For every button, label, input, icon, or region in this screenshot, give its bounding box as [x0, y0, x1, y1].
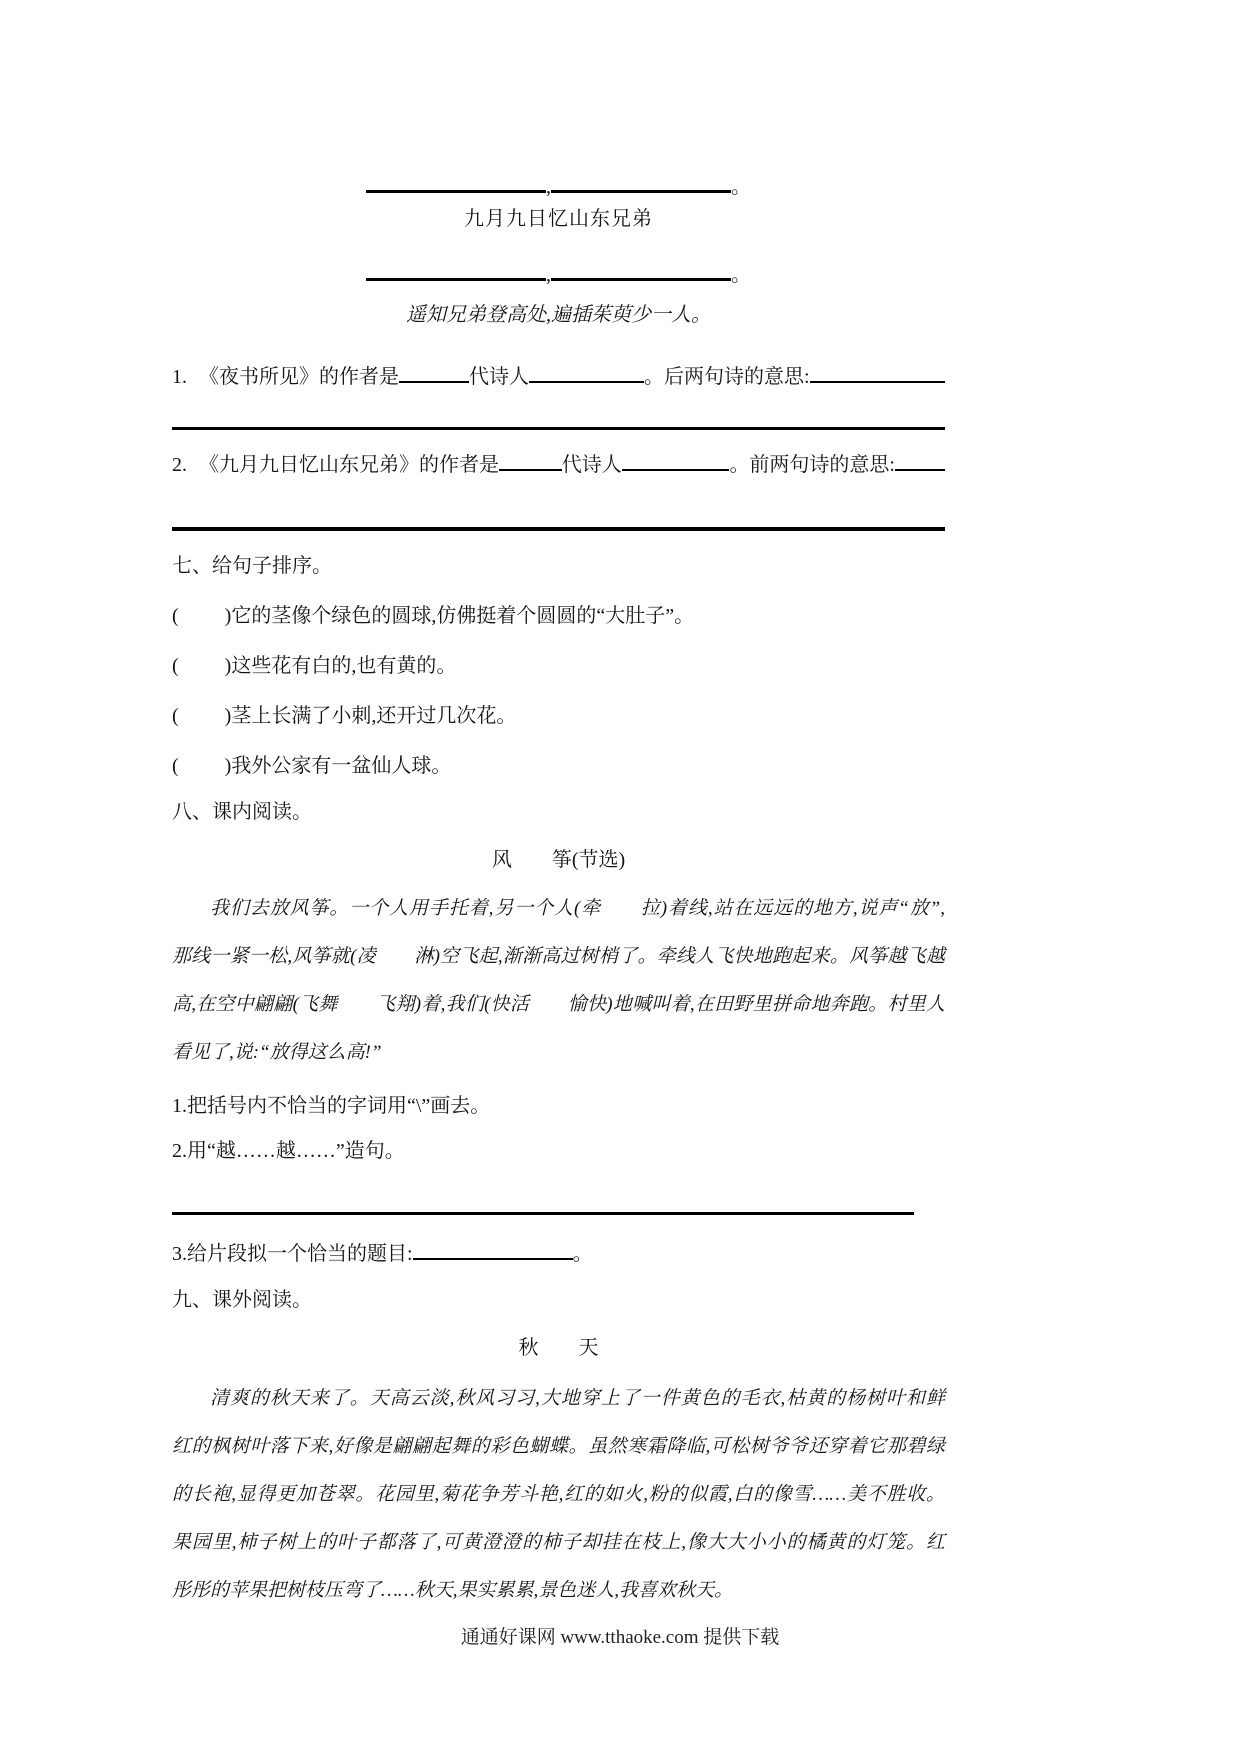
question-1-blank-dynasty	[399, 363, 469, 383]
paragraph-line: 那线一紧一松,风筝就(凌 淋)空飞起,渐渐高过树梢了。牵线人飞快地跑起来。风筝越飞越	[172, 946, 945, 967]
question-2-blank-dynasty	[499, 451, 562, 471]
answer-rule-line-2	[172, 527, 945, 531]
question-2-text-b: 代诗人	[561, 454, 622, 476]
answer-rule-line-1	[172, 427, 945, 430]
paren-open: (	[172, 705, 179, 727]
question-1-text-a: 《夜书所见》的作者是	[199, 366, 399, 388]
paren-close: )	[224, 705, 232, 727]
section-eight-header: 八、课内阅读。	[172, 801, 312, 823]
question-2-blank-meaning	[895, 451, 945, 471]
footer-watermark: 通通好课网 www.tthaoke.com 提供下载	[460, 1627, 780, 1648]
paragraph-line: 我们去放风筝。一个人用手托着,另一个人(牵 拉)着线,站在远远的地方,说声“放”,	[210, 898, 945, 919]
question-1-blank-meaning	[810, 363, 945, 383]
kite-sub-question-1: 1.把括号内不恰当的字词用“\”画去。	[172, 1095, 491, 1117]
sort-item-text: 它的茎像个绿色的圆球,仿佛挺着个圆圆的“大肚子”。	[231, 605, 695, 627]
kite-sub-question-2: 2.用“越……越……”造句。	[172, 1140, 405, 1162]
paragraph-line: 清爽的秋天来了。天高云淡,秋风习习,大地穿上了一件黄色的毛衣,枯黄的杨树叶和鲜	[210, 1388, 945, 1409]
paragraph-line: 果园里,柿子树上的叶子都落了,可黄澄澄的柿子却挂在枝上,像大大小小的橘黄的灯笼。红	[172, 1532, 945, 1553]
poem-blank-2a	[366, 261, 546, 281]
paren-close: )	[224, 605, 232, 627]
question-1-text-c: 。后两句诗的意思:	[644, 366, 810, 388]
kite-sub-question-3-period: 。	[572, 1243, 593, 1265]
question-2	[172, 448, 945, 477]
question-1	[172, 360, 945, 389]
reading-title-kite: 风 筝(节选)	[491, 849, 626, 871]
question-2-blank-poet	[622, 451, 730, 471]
question-2-number: 2.	[172, 454, 187, 476]
paren-open: (	[172, 605, 179, 627]
paren-close: )	[224, 655, 232, 677]
kite-sub-question-3	[172, 1239, 945, 1269]
paragraph-line: 看见了,说:“放得这么高!”	[172, 1042, 382, 1063]
sort-item	[172, 751, 945, 781]
answer-rule-line-3	[172, 1212, 914, 1215]
kite-sub-question-3-blank	[413, 1240, 573, 1260]
poem-blank-row-2	[172, 258, 945, 284]
question-1-text-b: 代诗人	[469, 366, 529, 388]
poem-title: 九月九日忆山东兄弟	[464, 208, 653, 230]
paren-open: (	[172, 755, 179, 777]
sort-item-text: 我外公家有一盆仙人球。	[231, 755, 452, 777]
paragraph-line: 彤彤的苹果把树枝压弯了……秋天,果实累累,景色迷人,我喜欢秋天。	[172, 1580, 734, 1601]
poem-blank-1a	[366, 173, 546, 193]
kite-sub-question-3-text: 3.给片段拟一个恰当的题目:	[172, 1243, 413, 1265]
poem-blank-2b	[551, 261, 731, 281]
sort-item-text: 这些花有白的,也有黄的。	[231, 655, 457, 677]
sort-item-text: 茎上长满了小刺,还开过几次花。	[231, 705, 517, 727]
question-2-text-c: 。前两句诗的意思:	[729, 454, 895, 476]
poem-blank-row-1	[172, 170, 945, 196]
paragraph-line: 的长袍,显得更加苍翠。花园里,菊花争芳斗艳,红的如火,粉的似霞,白的像雪……美不胜收。	[172, 1484, 945, 1505]
period-mark: 。	[731, 264, 751, 286]
question-1-blank-poet	[529, 363, 644, 383]
paragraph-line: 高,在空中翩翩(飞舞 飞翔)着,我们(快活 愉快)地喊叫着,在田野里拼命地奔跑。村里人	[172, 994, 945, 1015]
section-seven-header: 七、给句子排序。	[172, 555, 332, 577]
reading-title-autumn: 秋 天	[518, 1337, 599, 1359]
poem-blank-1b	[551, 173, 731, 193]
kite-paragraph	[172, 885, 945, 1077]
poem-verse: 遥知兄弟登高处,遍插茱萸少一人。	[406, 304, 711, 326]
autumn-paragraph	[172, 1375, 945, 1615]
paragraph-line: 红的枫树叶落下来,好像是翩翩起舞的彩色蝴蝶。虽然寒霜降临,可松树爷爷还穿着它那碧绿	[172, 1436, 945, 1457]
comma-separator: ,	[546, 176, 551, 198]
question-1-number: 1.	[172, 366, 187, 388]
comma-separator: ,	[546, 264, 551, 286]
sort-item	[172, 601, 945, 631]
period-mark: 。	[731, 176, 751, 198]
paren-close: )	[224, 755, 232, 777]
section-nine-header: 九、课外阅读。	[172, 1289, 312, 1311]
sort-item	[172, 651, 945, 681]
paren-open: (	[172, 655, 179, 677]
question-2-text-a: 《九月九日忆山东兄弟》的作者是	[199, 454, 499, 476]
sort-item	[172, 701, 945, 731]
